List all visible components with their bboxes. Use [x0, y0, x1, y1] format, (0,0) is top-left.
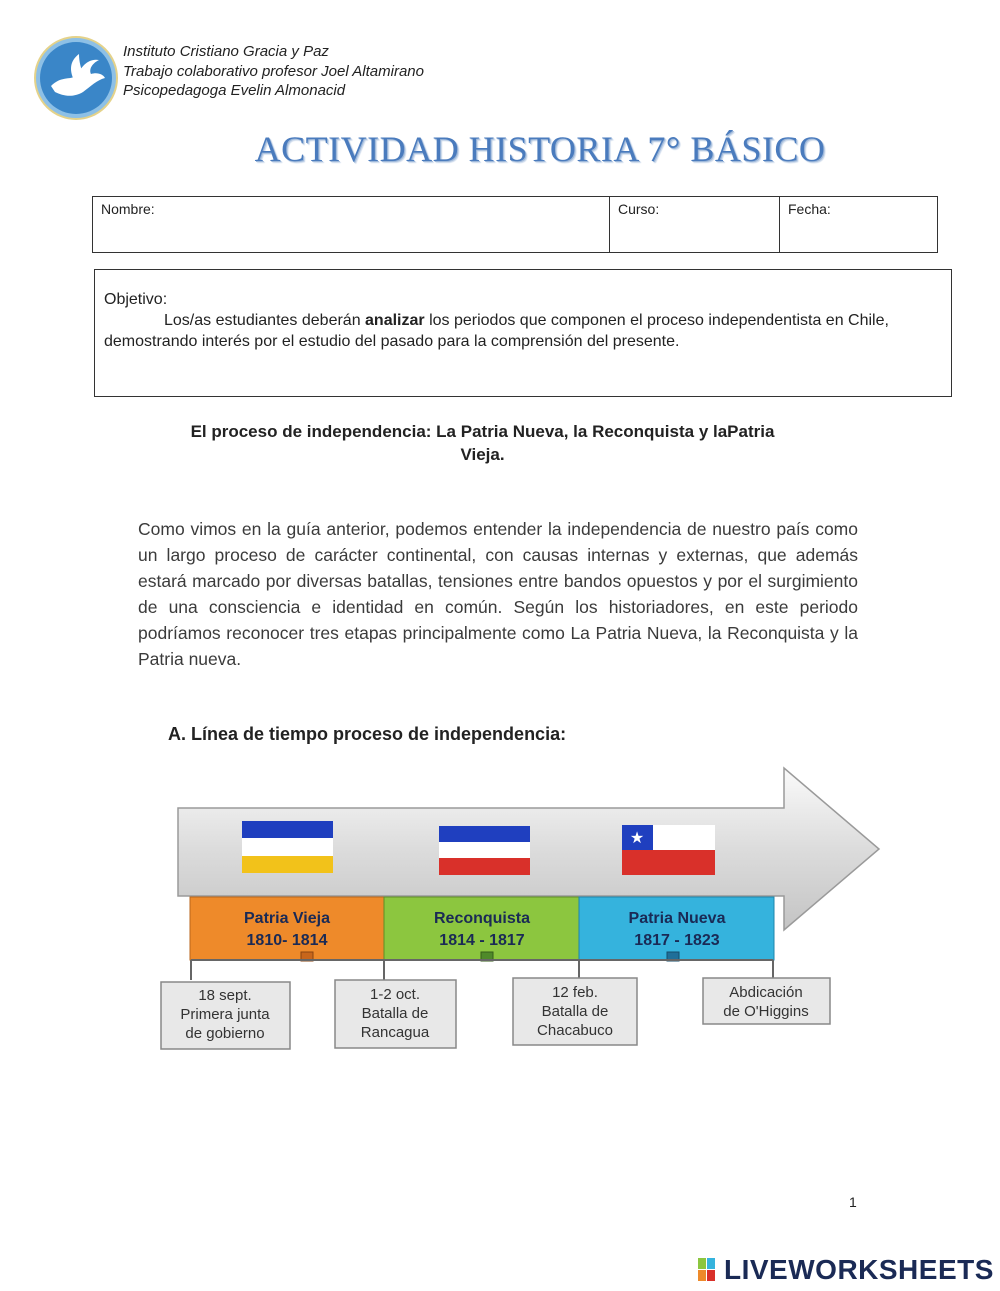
course-label: Curso: [618, 201, 660, 217]
star-icon: ★ [629, 830, 645, 847]
svg-text:18 sept.: 18 sept. [198, 987, 252, 1004]
date-label: Fecha: [788, 201, 831, 217]
section-title: El proceso de independencia: La Patria Nueva, la Reconquista y laPatria Vieja. [190, 422, 775, 464]
name-field[interactable] [93, 197, 610, 252]
period-years: 1817 - 1823 [634, 932, 720, 949]
objective-label: Objetivo: [104, 291, 168, 308]
svg-text:Batalla de: Batalla de [361, 1005, 429, 1022]
page-number: 1 [849, 1194, 857, 1210]
period-name: Patria Nueva [628, 910, 726, 927]
svg-text:de O'Higgins: de O'Higgins [723, 1003, 809, 1020]
timeline-connectors [191, 960, 773, 980]
svg-text:Batalla de: Batalla de [541, 1003, 609, 1020]
flag-reconquista [439, 826, 530, 875]
event-chacabuco [513, 978, 637, 1045]
svg-text:de gobierno: de gobierno [185, 1025, 265, 1042]
svg-text:Abdicación: Abdicación [729, 984, 803, 1001]
objective-box [94, 269, 952, 397]
page-title: ACTIVIDAD HISTORIA 7° BÁSICO [254, 129, 826, 169]
header-block [123, 42, 424, 101]
timeline-heading: A. Línea de tiempo proceso de independencia: [168, 724, 567, 744]
objective-text: Los/as estudiantes deberán analizar los periodos que componen el proceso independentista en Chile, demostrando interés por el estudio del pasado para la comprensión del presente. [104, 312, 889, 350]
course-field[interactable] [610, 197, 780, 252]
objective-emphasis: analizar [365, 312, 425, 329]
school-logo [33, 36, 119, 120]
student-info-table [92, 196, 938, 253]
period-reconquista [384, 897, 579, 960]
institution-name: Instituto Cristiano Gracia y Paz [123, 43, 329, 60]
period-patria-vieja [190, 897, 384, 960]
svg-text:Chacabuco: Chacabuco [537, 1022, 613, 1039]
event-rancagua [335, 980, 456, 1048]
date-field[interactable] [780, 197, 937, 252]
flag-patria-nueva [622, 825, 715, 875]
period-name: Patria Vieja [244, 910, 330, 927]
period-years: 1810- 1814 [246, 932, 328, 949]
period-years: 1814 - 1817 [439, 932, 525, 949]
event-abdicacion [703, 978, 830, 1024]
header-teacher: Trabajo colaborativo profesor Joel Altamirano [123, 62, 424, 80]
period-patria-nueva [579, 897, 774, 960]
svg-text:Primera junta: Primera junta [180, 1006, 270, 1023]
svg-text:Rancagua: Rancagua [360, 1024, 430, 1041]
liveworksheets-logo [698, 1254, 994, 1286]
independence-timeline [0, 760, 1000, 1060]
svg-text:1-2 oct.: 1-2 oct. [369, 986, 421, 1003]
footer-brand: LIVEWORKSHEETS [724, 1254, 994, 1285]
flag-patria-vieja [242, 821, 333, 873]
liveworksheets-icon [698, 1258, 724, 1282]
intro-paragraph: Como vimos en la guía anterior, podemos entender la independencia de nuestro país como un largo proceso de carácter continental, con causas internas y externas, que además estará marcado por diversas batallas, tensiones entre bandos opuestos y por el surgimiento de una consciencia e identidad en común. Según los historiadores, en este periodo podríamos reconocer tres etapas principalmente como La Patria Nueva, la Reconquista y la Patria nueva. [138, 519, 858, 669]
name-label: Nombre: [101, 201, 155, 217]
period-name: Reconquista [433, 910, 531, 927]
header-psychopedagogue: Psicopedagoga Evelin Almonacid [123, 82, 346, 99]
svg-text:12 feb.: 12 feb. [552, 984, 598, 1001]
event-primera-junta [161, 982, 290, 1049]
